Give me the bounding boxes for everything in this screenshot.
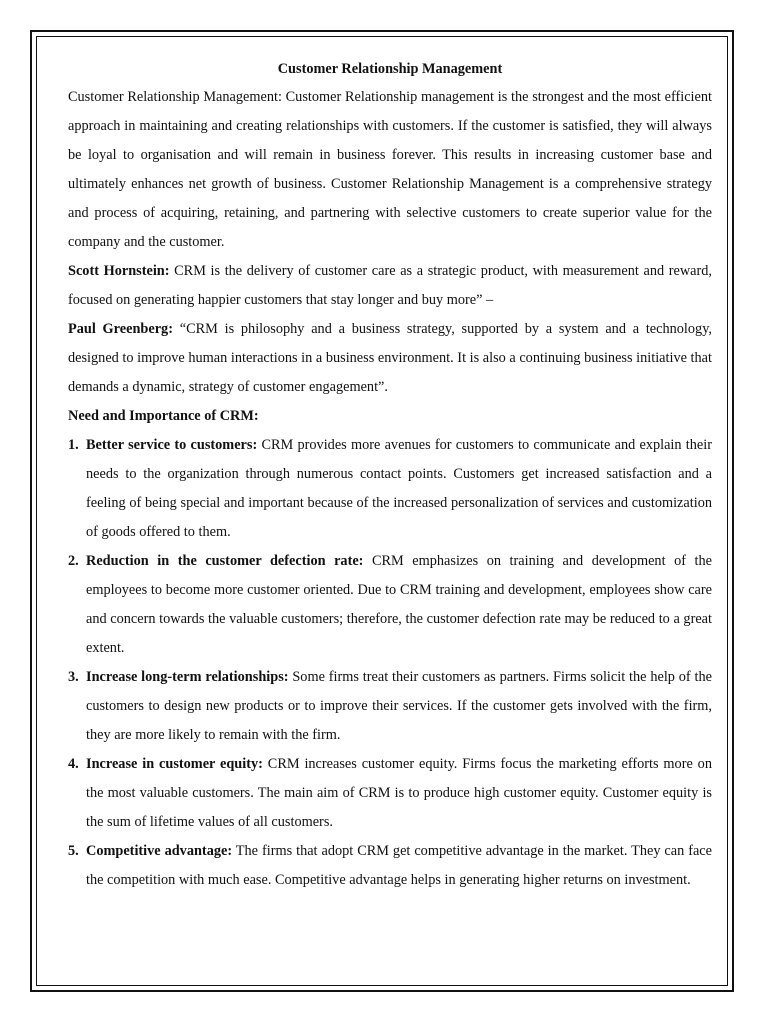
section-heading: Need and Importance of CRM: <box>68 408 259 424</box>
importance-list <box>68 431 712 895</box>
document-title: Customer Relationship Management <box>277 61 503 77</box>
list-item-term: Reduction in the customer defection rate: <box>86 553 364 569</box>
list-item-text: CRM emphasizes on training and development of the employees to become more customer oriented. Due to CRM training and development, employees show care and concern towards the valuable customers; therefore, the customer defection rate may be reduced to a great extent. <box>86 553 712 656</box>
list-item-term: Increase in customer equity: <box>86 756 263 772</box>
list-item-term: Increase long-term relationships: <box>86 669 289 685</box>
quote-author: Paul Greenberg: <box>68 321 173 337</box>
list-number: 5. <box>68 843 79 859</box>
quote-scott-hornstein <box>68 257 712 315</box>
list-item-term: Better service to customers: <box>86 437 258 453</box>
list-number: 1. <box>68 437 79 453</box>
intro-paragraph: Customer Relationship Management: Customer Relationship management is the strongest and the most efficient approach in maintaining and creating relationships with customers. If the customer is satisfied, they will always be loyal to organisation and will remain in business forever. This results in increasing customer base and ultimately enhances net growth of business. Customer Relationship Management is a comprehensive strategy and process of acquiring, retaining, and partnering with selective customers to create superior value for the company and the customer. <box>68 89 712 250</box>
quote-text: “CRM is philosophy and a business strategy, supported by a system and a technology, designed to improve human interactions in a business environment. It is also a continuing business initiative that demands a dynamic, strategy of customer engagement”. <box>68 321 712 395</box>
list-item <box>68 837 712 895</box>
list-item-text: CRM provides more avenues for customers to communicate and explain their needs to the organization through numerous contact points. Customers get increased satisfaction and a feeling of being special and important because of the increased personalization of services and customization of goods offered to them. <box>86 437 712 540</box>
list-number: 4. <box>68 756 79 772</box>
list-item-text: CRM increases customer equity. Firms focus the marketing efforts more on the most valuable customers. The main aim of CRM is to produce high customer equity. Customer equity is the sum of lifetime values of all customers. <box>86 756 712 830</box>
list-number: 3. <box>68 669 79 685</box>
list-item <box>68 663 712 750</box>
list-item-term: Competitive advantage: <box>86 843 233 859</box>
list-item-text: The firms that adopt CRM get competitive advantage in the market. They can face the competition with much ease. Competitive advantage helps in generating higher returns on investment. <box>86 843 713 888</box>
list-item <box>68 547 712 663</box>
quote-text: CRM is the delivery of customer care as a strategic product, with measurement and reward, focused on generating happier customers that stay longer and buy more” – <box>68 263 712 308</box>
list-item-text: Some firms treat their customers as partners. Firms solicit the help of the customers to design new products or to improve their services. If the customer gets involved with the firm, they are more likely to remain with the firm. <box>86 669 712 743</box>
list-item <box>68 431 712 547</box>
document-body <box>68 56 712 895</box>
list-item <box>68 750 712 837</box>
quote-author: Scott Hornstein: <box>68 263 170 279</box>
quote-paul-greenberg <box>68 315 712 402</box>
list-number: 2. <box>68 553 79 569</box>
